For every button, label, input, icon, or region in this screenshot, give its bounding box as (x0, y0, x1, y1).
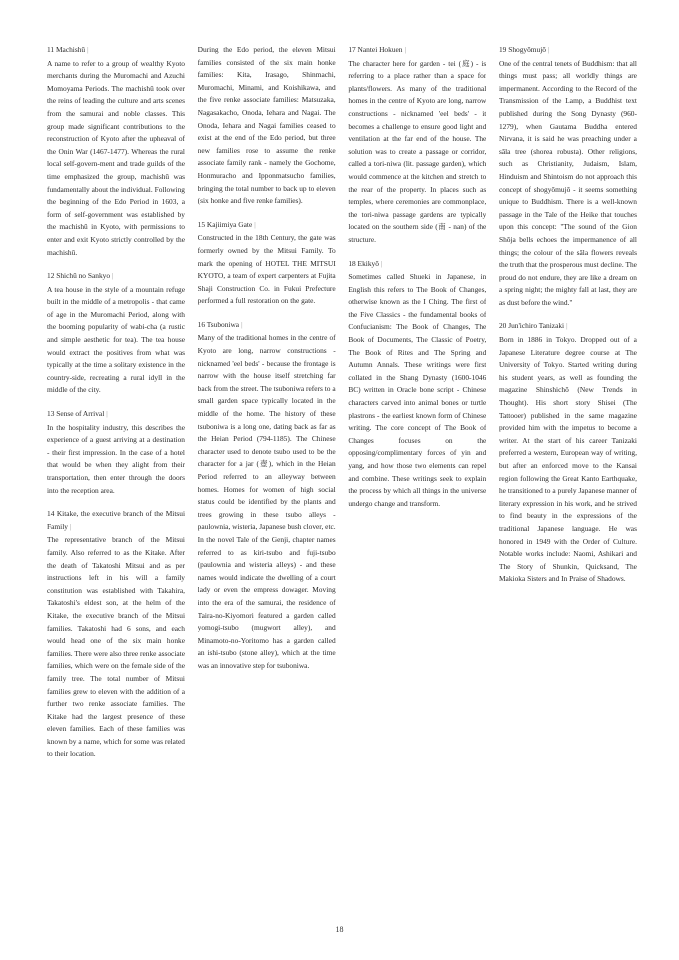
entry-separator: | (254, 219, 256, 229)
entry-heading: 17 Nantei Hokuen (348, 45, 403, 54)
entry-body: Born in 1886 in Tokyo. Dropped out of a Japanese Literature degree course at The University of Tokyo. Started writing during his student years, as well as founding the magazine Shinshichō (New Trends in Thought). His short story Shisei (The Tattooer) published in the same magazine provided him with the impetus to become a writer. At the start of his career Tanizaki preferred a western, European way of writing, but after an enforced move to the Kansai region following the Great Kanto Earthquake, he transitioned to a purely Japanese manner of literary expression in his work, and he strived to find beauty in the expressions of the traditional Japanese language. He was honored in 1949 with the Order of Culture. Notable works include: Naomi, Ashikari and The Story of Shunkin, Quicksand, The Makioka Sisters and In Praise of Shadows. (498, 335, 637, 584)
entry-body: Many of the traditional homes in the centre of Kyoto are long, narrow constructions - nicknamed 'eel beds' - because the frontage is narrow with the house itself stretching far back from the street. The tsuboniwa refers to a small garden space typically located in the middle of the home. The history of these tsuboniwa is a long one, dating back as far as the Heian Period (794-1185). The Chinese character used to denote tsubo used to be the character for a jar (壺), which in the Heian Period referred to an alleyway between homes. Homes for women of high social status could be identified by the plants and trees growing in these tsubo alleys - paulownia, wisteria, Japanese bush clover, etc. In the novel Tale of the Genji, chapter names referred to as kiri-tsubo and fuji-tsubo (paulownia and wisteria alleys) - and these names would indicate the dwelling of a court lady or even the empress dowager. Moving into the era of the samurai, the residence of Taira-no-Kiyomori featured a garden called yomogi-tsubo (mugwort alley), and Minamoto-no-Yoritomo has a garden called an ishi-tsubo (stone alley), which at the time was an innovative step for tsuboniwa. (197, 333, 336, 670)
glossary-entry (47, 408, 185, 497)
column-1 (47, 44, 185, 924)
entry-heading: 15 Kajiimiya Gate (197, 219, 253, 229)
glossary-entry (499, 320, 637, 585)
entry-separator: | (69, 521, 72, 531)
entry-heading: 20 Jun'ichiro Tanizaki (498, 321, 565, 331)
entry-body: The representative branch of the Mitsui family. Also referred to as the Kitake. After the death of Takatoshi Mitsui and as per instructions left in his will a family constitution was established with Takahira, Takatoshi's eldest son, at the helm of the Kitake, the executive branch of the Mitsui families. Takatoshi had 6 sons, and each would head one of the six main honke families. There were also three renke associate families, which were on the female side of the family tree. The total number of Mitsui families grew to eleven with the addition of a further two renke associate families. The Kitake had the largest presence of these eleven families. Each of these families was known by a name, which for some was related to their location. (47, 535, 185, 759)
column-2 (198, 44, 336, 924)
glossary-entry (47, 508, 185, 761)
entry-heading: 19 Shogyōmujō (498, 45, 546, 54)
entry-heading: 11 Machishū (47, 45, 86, 54)
entry-heading: 14 Kitake, the executive branch of the Mitsui Family (47, 509, 185, 531)
entry-body: In the hospitality industry, this describes the experience of a guest arriving at a destination - their first impression. In the case of a hotel that would be when they alight from their transportation, then enter through the doors into the reception area. (47, 422, 185, 495)
glossary-entry (348, 44, 486, 247)
entry-separator: | (566, 321, 568, 331)
glossary-entry (47, 270, 185, 397)
entry-separator: | (548, 45, 550, 54)
glossary-entry (348, 258, 486, 511)
entry-separator: | (404, 45, 406, 54)
column-4 (499, 44, 637, 924)
entry-separator: | (112, 271, 114, 281)
entry-body: During the Edo period, the eleven Mitsui families consisted of the six main honke families: Kita, Irasago, Shinmachi, Muromachi, Minami, and Koishikawa, and the five renke associate families: Matsuzaka, Nagasakacho, Onoda, Iehara and Nagai. The Onoda, Iehara and Nagai families ceased to exist at the end of the Edo period, but three new families rose to assume the renke associate family rank - namely the Gochome, Honmuracho and Ipponmatsucho families, bringing the total number to back up to eleven (six honke and five renke families). (197, 45, 336, 206)
entry-body: Sometimes called Shueki in Japanese, in English this refers to The Book of Changes, otherwise known as the I Ching. The first of the Five Classics - the fundamental books of Confucianism: The Book of Changes, The Book of Documents, The Classic of Poetry, The Book of Rites and The Spring and Autumn Annals. These writings were first collated in the Shang Dynasty (1600-1046 BC) written in Oracle bone script - Chinese characters carved into animal bones or turtle plastrons - the earliest known form of Chinese writing. The core concept of The Book of Changes focuses on the opposing/complimentary forces of yin and yang, and how those two elements can repel and combine. These writings seek to explain the process by which all things in the universe undergo change and transform. (348, 272, 487, 508)
page-number: 18 (335, 925, 344, 934)
entry-body: A name to refer to a group of wealthy Kyoto merchants during the Muromachi and Azuchi Momoyama Periods. The machishū took over the reins of leading the culture and arts scenes from the samurai and noble classes. This group made significant contributions to the reconstruction of Kyoto after the upheaval of the Onin War (1467-1477). Whereas the rural local self-govern-ment and trade guilds of the time emphasized the group, machishū was fundamentally about the individual. Following the beginning of the Edo Period in 1603, a form of self-government was established by the machishū in Kyoto, with permissions to enter and exit Kyoto strictly controlled by the machishū. (47, 58, 185, 257)
glossary-entry (198, 219, 336, 308)
entry-body: The character here for garden - tei (庭) - is referring to a place rather than a space for plants/flowers. As many of the traditional homes in the centre of Kyoto are long, narrow constructions - nicknamed 'eel beds' - it becomes a challenge to ensure good light and ventilation at the far end of the house. The solution was to create a passage or corridor, called a tori-niwa (lit. passage garden), which would commence at the kitchen and stretch to the rear of the property. In places such as temples, where ceremonies are commonplace, the tori-niwa passage gardens are typically located on the southern side (南 - nan) of the structure. (348, 58, 487, 244)
glossary-entry-continued (198, 44, 336, 208)
entry-body: A tea house in the style of a mountain refuge built in the middle of a metropolis - that came of age in the Muromachi Period, along with the booming popularity of wabi-cha (a rustic and simple aesthetic for tea). The tea house would extract the positives from what was typically at the time a solitary existence in the country-side, recreating a rural idyll in the middle of the city. (47, 284, 185, 395)
entry-separator: | (87, 45, 89, 54)
entry-separator: | (380, 258, 383, 268)
entry-heading: 13 Sense of Arrival (47, 409, 105, 419)
entry-heading: 16 Tsuboniwa (197, 319, 240, 329)
entry-heading: 12 Shichū no Sankyo (47, 271, 111, 281)
entry-body: Constructed in the 18th Century, the gate was formerly owned by the Mitsui Family. To mark the opening of HOTEL THE MITSUI KYOTO, a team of expert carpenters at Fujita Shaji Construction Co. in Fukui Prefecture performed a full restoration on the gate. (197, 233, 336, 306)
glossary-page (47, 44, 637, 924)
glossary-entry (198, 319, 336, 673)
entry-heading: 18 Ekikyō (348, 258, 379, 268)
entry-body: One of the central tenets of Buddhism: that all things must pass; all worldly things are impermanent. According to the Record of the Transmission of the Lamp, a Buddhist text published during the Song Dynasty (960-1279), when Gautama Buddha entered Nirvana, it is said he was preaching under a sāla tree (shorea robusta). Other religions, such as Christianity, Judaism, Islam, Hinduism and Shintoism do not approach this concept of shogyōmujō - it seems something unique to Buddhism. There is a well-known passage in the Tale of the Heike that touches upon this concept: "The sound of the Gion Shōja bells echoes the impermanence of all things; the colour of the sāla flowers reveals the truth that the prosperous must decline. The proud do not endure, they are like a dream on a spring night; the mighty fall at last, they are as dust before the wind." (498, 58, 637, 307)
glossary-entry (47, 44, 185, 259)
entry-separator: | (241, 319, 243, 329)
column-3 (348, 44, 486, 924)
glossary-entry (499, 44, 637, 309)
entry-separator: | (106, 409, 108, 419)
